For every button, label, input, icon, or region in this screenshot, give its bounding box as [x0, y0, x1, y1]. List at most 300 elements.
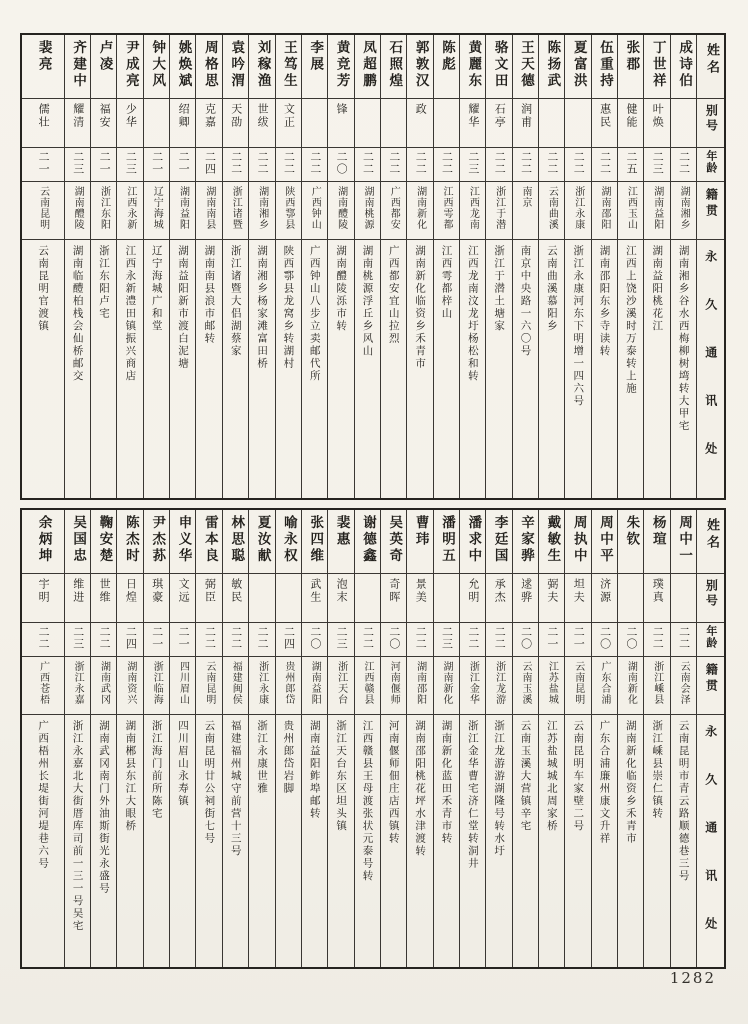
- person-name: 王笃生: [280, 40, 297, 90]
- person-age-cell: [170, 623, 195, 657]
- person-name-cell: [460, 510, 485, 574]
- person-column: [406, 510, 432, 967]
- person-address: 湖南益阳新市渡白泥塘: [177, 245, 190, 370]
- person-age-cell: [644, 623, 669, 657]
- person-address: 广西梧州长堤街河堤巷六号: [37, 720, 50, 870]
- person-name-cell: [355, 35, 380, 99]
- person-age-cell: [302, 623, 327, 657]
- person-alias-cell: [223, 99, 248, 148]
- person-name: 袁吟渭: [228, 40, 245, 90]
- person-native-cell: [407, 182, 432, 240]
- person-native-cell: [91, 182, 116, 240]
- person-address: 云南昆明市青云路顺德巷三号: [677, 720, 690, 883]
- person-name: 钟大风: [149, 40, 166, 90]
- person-native-cell: [671, 182, 696, 240]
- person-address-cell: [22, 715, 64, 967]
- header-cell-address: [697, 240, 724, 498]
- person-alias: 奇晖: [387, 578, 401, 604]
- person-name-cell: [407, 510, 432, 574]
- person-alias-cell: [381, 574, 406, 623]
- person-alias-cell: [328, 574, 353, 623]
- person-name: 林思聪: [228, 515, 245, 565]
- person-native-place: 浙江东阳: [98, 186, 110, 230]
- person-age-cell: [434, 623, 459, 657]
- person-address-cell: [539, 715, 564, 967]
- person-native-cell: [170, 657, 195, 715]
- person-name: 余炳坤: [35, 515, 52, 565]
- header-label-age: 年龄: [704, 625, 718, 649]
- table-header-column: [696, 510, 724, 967]
- person-address: 江西永新澧田镇振兴商店: [124, 245, 137, 383]
- person-age: 二三: [651, 151, 665, 175]
- person-address: 湖南郴县东江大眼桥: [124, 720, 137, 833]
- person-column: [538, 35, 564, 498]
- header-cell-alias: [697, 99, 724, 148]
- person-native-cell: [117, 657, 142, 715]
- person-age-cell: [355, 148, 380, 182]
- person-native-place: 贵州郎岱: [282, 661, 294, 705]
- person-age: 二一: [98, 151, 112, 175]
- person-alias-cell: [381, 99, 406, 148]
- person-column: [643, 510, 669, 967]
- person-native-cell: [249, 182, 274, 240]
- person-name: 黄竞芳: [333, 40, 350, 90]
- person-age-cell: [91, 148, 116, 182]
- person-native-place: 江西玉山: [625, 186, 637, 230]
- person-alias-cell: [22, 574, 64, 623]
- person-age: 二四: [203, 151, 217, 175]
- person-native-place: 湖南新化: [625, 661, 637, 705]
- person-address-cell: [618, 240, 643, 498]
- person-column: [116, 510, 142, 967]
- person-name: 夏汝献: [254, 515, 271, 565]
- person-address: 浙江金华曹宅济仁堂转洞井: [466, 720, 479, 870]
- person-native-place: 河南偃师: [388, 661, 400, 705]
- person-age: 二二: [414, 626, 428, 650]
- person-address: 云南昆明廿公祠街七号: [203, 720, 216, 845]
- person-age: 二三: [71, 626, 85, 650]
- person-alias: 儒壮: [37, 103, 51, 129]
- person-alias-cell: [91, 99, 116, 148]
- person-name: 裴惠: [333, 515, 350, 548]
- directory-table-bottom: [20, 508, 726, 969]
- person-native-place: 浙江临海: [151, 661, 163, 705]
- person-column: [433, 35, 459, 498]
- person-address-cell: [65, 240, 90, 498]
- person-name-cell: [513, 35, 538, 99]
- person-name: 李展: [307, 40, 324, 73]
- person-native-place: 湖南资兴: [124, 661, 136, 705]
- person-column: [275, 510, 301, 967]
- person-age: 二二: [37, 626, 51, 650]
- person-name-cell: [196, 35, 221, 99]
- person-alias-cell: [302, 574, 327, 623]
- person-age-cell: [592, 148, 617, 182]
- person-native-place: 广西钟山: [309, 186, 321, 230]
- person-native-cell: [328, 657, 353, 715]
- header-cell-native: [697, 182, 724, 240]
- person-address-cell: [671, 715, 696, 967]
- person-name: 石照煌: [386, 40, 403, 90]
- person-alias: 健能: [624, 103, 638, 129]
- person-alias: 锋: [335, 103, 349, 116]
- person-alias-cell: [565, 99, 590, 148]
- person-native-place: 江西永新: [124, 186, 136, 230]
- person-alias: 弼夫: [545, 578, 559, 604]
- person-native-place: 云南玉溪: [520, 661, 532, 705]
- person-age: 二三: [124, 151, 138, 175]
- person-native-place: 广西苍梧: [37, 661, 49, 705]
- person-name: 伍重持: [597, 40, 614, 90]
- person-address: 浙江东阳卢宅: [98, 245, 111, 320]
- person-address: 云南昆明官渡镇: [37, 245, 50, 333]
- person-address-cell: [65, 715, 90, 967]
- person-name-cell: [539, 510, 564, 574]
- person-native-cell: [276, 182, 301, 240]
- person-name: 雷本良: [201, 515, 218, 565]
- person-native-place: 湖南邵阳: [414, 661, 426, 705]
- header-cell-name: [697, 510, 724, 574]
- person-address-cell: [249, 240, 274, 498]
- person-column: [564, 510, 590, 967]
- person-alias-cell: [91, 574, 116, 623]
- person-name-cell: [117, 510, 142, 574]
- person-native-cell: [355, 657, 380, 715]
- person-alias-cell: [671, 574, 696, 623]
- person-name: 夏富洪: [570, 40, 587, 90]
- person-age-cell: [618, 623, 643, 657]
- person-address: 湖南新化临资乡禾青市: [624, 720, 637, 845]
- person-column: [169, 35, 195, 498]
- person-age-cell: [592, 623, 617, 657]
- person-address-cell: [513, 715, 538, 967]
- person-native-cell: [565, 657, 590, 715]
- person-native-cell: [381, 182, 406, 240]
- person-name-cell: [618, 35, 643, 99]
- header-label-native: 籍贯: [704, 663, 719, 695]
- person-name: 王天德: [518, 40, 535, 90]
- person-native-cell: [276, 657, 301, 715]
- person-alias: 世维: [98, 578, 112, 604]
- person-age-cell: [539, 148, 564, 182]
- person-name-cell: [65, 35, 90, 99]
- person-age: 二一: [150, 626, 164, 650]
- person-name-cell: [144, 35, 169, 99]
- person-age: 二一: [572, 626, 586, 650]
- person-address: 南京中央路一六〇号: [519, 245, 532, 358]
- person-name: 张郡: [623, 40, 640, 73]
- person-alias-cell: [434, 574, 459, 623]
- person-alias: 福安: [98, 103, 112, 129]
- person-native-cell: [565, 182, 590, 240]
- person-name: 凤超鹏: [359, 40, 376, 90]
- person-native-cell: [170, 182, 195, 240]
- person-column: [169, 510, 195, 967]
- person-alias-cell: [618, 574, 643, 623]
- person-age: 二三: [71, 151, 85, 175]
- person-native-cell: [592, 182, 617, 240]
- person-alias-cell: [460, 99, 485, 148]
- person-address: 江西雩都梓山: [440, 245, 453, 320]
- person-native-place: 湖南益阳: [651, 186, 663, 230]
- person-address-cell: [381, 715, 406, 967]
- person-column: [143, 510, 169, 967]
- person-name: 张四维: [307, 515, 324, 565]
- person-address: 广东合浦廉州康文升祥: [598, 720, 611, 845]
- person-alias-cell: [592, 574, 617, 623]
- person-address: 湖南湘乡杨家滩富田桥: [256, 245, 269, 370]
- person-name-cell: [460, 35, 485, 99]
- person-name-cell: [381, 510, 406, 574]
- person-age-cell: [434, 148, 459, 182]
- person-column: [248, 510, 274, 967]
- person-name-cell: [486, 35, 511, 99]
- person-age-cell: [65, 623, 90, 657]
- person-native-place: 江西赣县: [361, 661, 373, 705]
- person-native-place: 南京: [520, 186, 532, 208]
- person-native-cell: [618, 657, 643, 715]
- person-name: 吴英奇: [386, 515, 403, 565]
- person-alias: 克嘉: [203, 103, 217, 129]
- person-name: 陈扬武: [544, 40, 561, 90]
- person-age: 二二: [98, 626, 112, 650]
- person-age: 二二: [256, 151, 270, 175]
- person-alias-cell: [539, 574, 564, 623]
- person-address: 河南偃师佃庄店西镇转: [387, 720, 400, 845]
- person-age-cell: [276, 148, 301, 182]
- person-column: [538, 510, 564, 967]
- person-name: 周中平: [597, 515, 614, 565]
- person-age-cell: [644, 148, 669, 182]
- person-native-cell: [196, 182, 221, 240]
- person-age: 二二: [387, 151, 401, 175]
- person-name-cell: [671, 510, 696, 574]
- person-address-cell: [223, 715, 248, 967]
- person-address-cell: [91, 240, 116, 498]
- person-address: 广西都安宜山拉烈: [387, 245, 400, 345]
- person-address-cell: [170, 715, 195, 967]
- person-native-place: 陕西鄠县: [282, 186, 294, 230]
- person-alias: 敏民: [229, 578, 243, 604]
- person-address: 浙江永康河东下明增一四六号: [572, 245, 585, 408]
- person-alias: 坦夫: [572, 578, 586, 604]
- person-column: [380, 35, 406, 498]
- person-age: 二四: [282, 626, 296, 650]
- person-age: 二二: [545, 151, 559, 175]
- person-alias: 少华: [124, 103, 138, 129]
- person-age-cell: [460, 148, 485, 182]
- person-address-cell: [328, 715, 353, 967]
- person-age: 二二: [572, 151, 586, 175]
- person-age-cell: [486, 623, 511, 657]
- person-native-place: 湖南益阳: [309, 661, 321, 705]
- header-cell-age: [697, 148, 724, 182]
- person-name: 戴敏生: [544, 515, 561, 565]
- person-age: 二三: [440, 626, 454, 650]
- person-name: 尹成亮: [122, 40, 139, 90]
- person-name-cell: [249, 35, 274, 99]
- page-number: 1282: [669, 969, 716, 987]
- person-address-cell: [644, 715, 669, 967]
- person-name: 鞠安楚: [96, 515, 113, 565]
- person-name-cell: [170, 510, 195, 574]
- person-name-cell: [486, 510, 511, 574]
- person-age: 二〇: [598, 626, 612, 650]
- person-name-cell: [592, 510, 617, 574]
- person-name: 喻永权: [280, 515, 297, 565]
- person-name: 谢德鑫: [359, 515, 376, 565]
- person-address-cell: [196, 240, 221, 498]
- person-address: 浙江于潜土塘家: [493, 245, 506, 333]
- person-native-cell: [91, 657, 116, 715]
- person-age-cell: [513, 623, 538, 657]
- person-age: 二〇: [624, 626, 638, 650]
- person-age-cell: [117, 623, 142, 657]
- person-name: 朱钦: [623, 515, 640, 548]
- header-label-age: 年龄: [704, 150, 718, 174]
- person-name: 陈彪: [438, 40, 455, 73]
- person-alias: 叶焕: [651, 103, 665, 129]
- person-native-cell: [486, 182, 511, 240]
- person-address-cell: [539, 240, 564, 498]
- person-alias-cell: [196, 574, 221, 623]
- person-alias-cell: [65, 574, 90, 623]
- person-name: 潘明五: [438, 515, 455, 565]
- person-address: 湖南武冈南门外油斯街光永盛号: [98, 720, 111, 895]
- person-name-cell: [381, 35, 406, 99]
- person-native-place: 云南昆明: [572, 661, 584, 705]
- person-column: [354, 35, 380, 498]
- person-alias-cell: [328, 99, 353, 148]
- person-alias-cell: [407, 99, 432, 148]
- person-native-place: 浙江于潜: [493, 186, 505, 230]
- person-alias: 文远: [177, 578, 191, 604]
- person-address-cell: [513, 240, 538, 498]
- person-native-cell: [644, 657, 669, 715]
- person-alias: 泡末: [335, 578, 349, 604]
- person-native-cell: [486, 657, 511, 715]
- person-name: 刘稼渔: [254, 40, 271, 90]
- person-name-cell: [539, 35, 564, 99]
- person-address: 云南曲溪慕阳乡: [545, 245, 558, 333]
- person-address-cell: [302, 715, 327, 967]
- person-age-cell: [65, 148, 90, 182]
- person-age: 二一: [177, 626, 191, 650]
- person-column: [617, 510, 643, 967]
- person-address-cell: [355, 715, 380, 967]
- person-age: 二二: [493, 151, 507, 175]
- person-alias: 武生: [308, 578, 322, 604]
- person-address-cell: [170, 240, 195, 498]
- person-address-cell: [355, 240, 380, 498]
- person-address: 浙江嵊县崇仁镇转: [651, 720, 664, 820]
- person-native-place: 广西都安: [388, 186, 400, 230]
- person-address-cell: [144, 715, 169, 967]
- person-age-cell: [302, 148, 327, 182]
- person-native-place: 江西雩都: [440, 186, 452, 230]
- person-column: [222, 510, 248, 967]
- person-column: [354, 510, 380, 967]
- person-name: 潘求中: [465, 515, 482, 565]
- person-age-cell: [144, 148, 169, 182]
- person-address: 浙江永嘉北大街厝库司前一三一号吴宅: [71, 720, 84, 933]
- person-address: 江苏盐城城北周家桥: [545, 720, 558, 833]
- person-age: 二一: [37, 151, 51, 175]
- person-address-cell: [407, 715, 432, 967]
- person-alias-cell: [539, 99, 564, 148]
- person-column: [90, 35, 116, 498]
- person-name-cell: [91, 510, 116, 574]
- person-column: [327, 510, 353, 967]
- person-name-cell: [22, 35, 64, 99]
- person-age: 二二: [677, 151, 691, 175]
- person-address: 辽宁海城广和堂: [150, 245, 163, 333]
- person-name: 骆文田: [491, 40, 508, 90]
- person-name-cell: [196, 510, 221, 574]
- person-native-cell: [539, 182, 564, 240]
- person-name-cell: [65, 510, 90, 574]
- person-age-cell: [460, 623, 485, 657]
- header-cell-age: [697, 623, 724, 657]
- person-alias-cell: [65, 99, 90, 148]
- person-address-cell: [618, 715, 643, 967]
- person-name-cell: [565, 35, 590, 99]
- person-address: 江西赣县王母渡张状元泰号转: [361, 720, 374, 883]
- person-age: 二一: [150, 151, 164, 175]
- person-alias: 惠民: [598, 103, 612, 129]
- person-address: 湖南新化蓝田禾青市转: [440, 720, 453, 845]
- person-native-place: 浙江龙游: [493, 661, 505, 705]
- person-native-place: 湖南武冈: [98, 661, 110, 705]
- person-address: 湖南南县浪市邮转: [203, 245, 216, 345]
- person-alias-cell: [486, 99, 511, 148]
- person-alias-cell: [565, 574, 590, 623]
- person-native-cell: [223, 182, 248, 240]
- person-address-cell: [671, 240, 696, 498]
- person-alias: 绍卿: [177, 103, 191, 129]
- person-address: 广西钟山八步立卖邮代所: [308, 245, 321, 383]
- directory-table-top: [20, 33, 726, 500]
- person-age-cell: [144, 623, 169, 657]
- person-alias-cell: [434, 99, 459, 148]
- person-age-cell: [407, 148, 432, 182]
- person-native-cell: [223, 657, 248, 715]
- person-native-cell: [513, 657, 538, 715]
- person-name-cell: [592, 35, 617, 99]
- person-column: [301, 510, 327, 967]
- person-age: 二二: [414, 151, 428, 175]
- person-alias: 景美: [414, 578, 428, 604]
- person-alias: 日煌: [124, 578, 138, 604]
- person-alias-cell: [249, 99, 274, 148]
- person-column: [591, 510, 617, 967]
- header-cell-alias: [697, 574, 724, 623]
- person-alias-cell: [355, 574, 380, 623]
- person-address-cell: [144, 240, 169, 498]
- person-column: [116, 35, 142, 498]
- person-column: [222, 35, 248, 498]
- person-alias: 济源: [598, 578, 612, 604]
- person-address-cell: [486, 240, 511, 498]
- person-address-cell: [434, 240, 459, 498]
- person-name-cell: [513, 510, 538, 574]
- person-age: 二二: [466, 626, 480, 650]
- person-age: 二二: [651, 626, 665, 650]
- person-age-cell: [565, 148, 590, 182]
- person-column: [275, 35, 301, 498]
- person-name-cell: [434, 35, 459, 99]
- person-column: [64, 510, 90, 967]
